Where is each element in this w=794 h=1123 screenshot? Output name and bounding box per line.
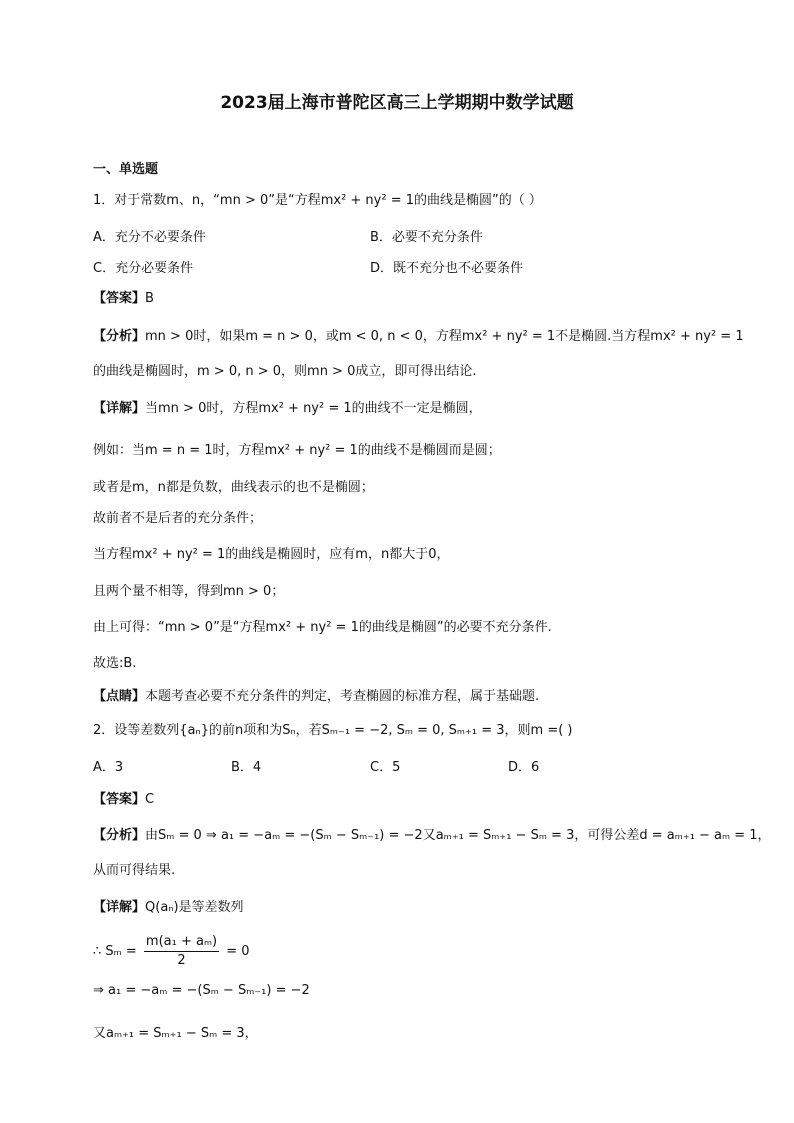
formula-prefix: ∴ Sₘ = <box>93 944 137 959</box>
detail-text: Q(aₙ)是等差数列 <box>145 900 244 915</box>
comment-tag: 【点睛】 <box>93 689 146 704</box>
q2-analysis-line-1 <box>93 826 771 846</box>
fraction-denominator: 2 <box>177 953 186 968</box>
answer-value: C <box>145 792 155 807</box>
q2-option-a: A．3 <box>93 760 124 775</box>
answer-value: B <box>145 291 154 306</box>
q2-detail-line-4: 又aₘ₊₁ = Sₘ₊₁ − Sₘ = 3， <box>93 1026 258 1041</box>
analysis-text: 由Sₘ = 0 ⇒ a₁ = −aₘ = −(Sₘ − Sₘ₋₁) = −2又aₘ₊₁ = Sₘ₊₁ − Sₘ = 3，可得公差d = aₘ₊₁ − aₘ = 1， <box>145 828 771 843</box>
answer-tag: 【答案】 <box>93 792 146 807</box>
q1-detail-line-4: 故前者不是后者的充分条件； <box>93 511 263 526</box>
detail-tag: 【详解】 <box>93 900 146 915</box>
analysis-tag: 【分析】 <box>93 329 146 344</box>
q1-detail-line-3: 或者是m，n都是负数，曲线表示的也不是椭圆； <box>93 480 374 495</box>
formula-suffix: = 0 <box>226 944 250 959</box>
q1-detail-line-5: 当方程mx² + ny² = 1的曲线是椭圆时，应有m，n都大于0， <box>93 547 450 562</box>
q1-comment <box>93 687 539 707</box>
detail-tag: 【详解】 <box>93 401 146 416</box>
answer-tag: 【答案】 <box>93 291 146 306</box>
q1-answer <box>93 289 154 309</box>
document-title: 2023届上海市普陀区高三上学期期中数学试题 <box>220 93 574 113</box>
q2-option-d: D．6 <box>508 760 540 775</box>
q1-detail-line-2: 例如：当m = n = 1时，方程mx² + ny² = 1的曲线不是椭圆而是圆； <box>93 443 501 458</box>
q1-option-b: B．必要不充分条件 <box>370 230 483 245</box>
detail-text: 当mn > 0时，方程mx² + ny² = 1的曲线不一定是椭圆， <box>145 401 482 416</box>
q1-option-d: D．既不充分也不必要条件 <box>370 261 524 276</box>
q1-detail-line-7: 由上可得：“mn > 0”是“方程mx² + ny² = 1的曲线是椭圆”的必要不充分条件. <box>93 620 552 635</box>
q2-detail-line-3: ⇒ a₁ = −aₘ = −(Sₘ − Sₘ₋₁) = −2 <box>93 983 310 998</box>
q1-detail-line-6: 且两个量不相等，得到mn > 0； <box>93 584 285 599</box>
fraction <box>144 933 219 970</box>
section-heading: 一、单选题 <box>93 162 159 177</box>
comment-text: 本题考查必要不充分条件的判定，考查椭圆的标准方程，属于基础题. <box>145 689 540 704</box>
fraction-numerator: m(a₁ + aₘ) <box>144 933 219 952</box>
q2-analysis-line-2: 从而可得结果. <box>93 863 176 878</box>
q2-detail-line-2 <box>93 932 250 972</box>
q2-answer <box>93 790 154 810</box>
q2-stem: 2．设等差数列{aₙ}的前n项和为Sₙ，若Sₘ₋₁ = −2, Sₘ = 0, Sₘ₊₁ = 3，则m =( ) <box>93 723 573 738</box>
q1-detail-line-8: 故选:B. <box>93 656 137 671</box>
q1-stem: 1．对于常数m、n，“mn > 0”是“方程mx² + ny² = 1的曲线是椭圆”的（ ） <box>93 193 542 208</box>
q2-option-b: B．4 <box>231 760 262 775</box>
q1-option-a: A．充分不必要条件 <box>93 230 206 245</box>
q2-option-c: C．5 <box>370 760 401 775</box>
q1-detail-line-1 <box>93 399 482 419</box>
analysis-tag: 【分析】 <box>93 828 146 843</box>
q1-analysis-line-1 <box>93 327 744 347</box>
q1-option-c: C．充分必要条件 <box>93 261 194 276</box>
q2-detail-line-1 <box>93 898 244 918</box>
q1-analysis-line-2: 的曲线是椭圆时，m > 0, n > 0，则mn > 0成立，即可得出结论. <box>93 364 477 379</box>
analysis-text: mn > 0时，如果m = n > 0，或m < 0, n < 0，方程mx² + ny² = 1不是椭圆.当方程mx² + ny² = 1 <box>145 329 744 344</box>
